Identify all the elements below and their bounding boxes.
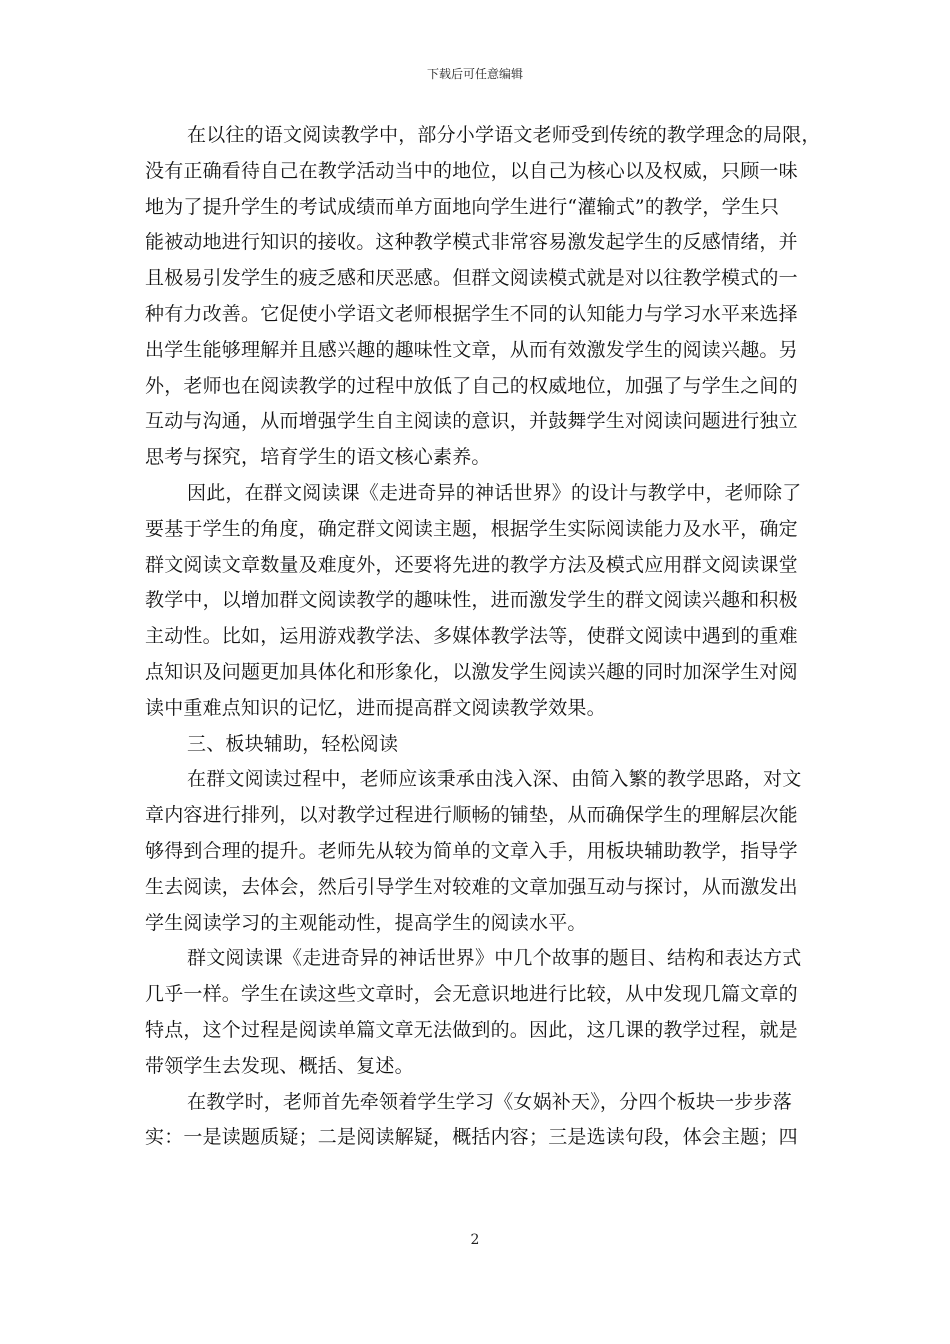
text-line: 在群文阅读过程中，老师应该秉承由浅入深、由简入繁的教学思路，对文 <box>187 768 802 791</box>
text-line: 读中重难点知识的记忆，进而提高群文阅读教学效果。 <box>145 696 606 719</box>
text-line: 且极易引发学生的疲乏感和厌恶感。但群文阅读模式就是对以往教学模式的一 <box>145 267 798 290</box>
text-line: 没有正确看待自己在教学活动当中的地位，以自己为核心以及权威，只顾一味 <box>145 159 798 182</box>
text-line: 点知识及问题更加具体化和形象化，以激发学生阅读兴趣的同时加深学生对阅 <box>145 660 798 683</box>
paragraph <box>145 1085 807 1157</box>
text-line: 群文阅读文章数量及难度外，还要将先进的教学方法及模式应用群文阅读课堂 <box>145 553 798 576</box>
heading-text: 三、板块辅助，轻松阅读 <box>187 732 399 755</box>
page-number: 2 <box>470 1232 480 1248</box>
text-line: 学生阅读学习的主观能动性，提高学生的阅读水平。 <box>145 911 587 934</box>
text-line: 互动与沟通，从而增强学生自主阅读的意识，并鼓舞学生对阅读问题进行独立 <box>145 410 798 433</box>
text-line: 要基于学生的角度，确定群文阅读主题，根据学生实际阅读能力及水平，确定 <box>145 517 798 540</box>
text-line: 生去阅读，去体会，然后引导学生对较难的文章加强互动与探讨，从而激发出 <box>145 875 798 898</box>
text-line: 几乎一样。学生在读这些文章时，会无意识地进行比较，从中发现几篇文章的 <box>145 983 798 1006</box>
text-line: 出学生能够理解并且感兴趣的趣味性文章，从而有效激发学生的阅读兴趣。另 <box>145 338 798 361</box>
text-line: 外，老师也在阅读教学的过程中放低了自己的权威地位，加强了与学生之间的 <box>145 374 798 397</box>
text-line: 教学中，以增加群文阅读教学的趣味性，进而激发学生的群文阅读兴趣和积极 <box>145 589 798 612</box>
text-line: 够得到合理的提升。老师先从较为简单的文章入手，用板块辅助教学，指导学 <box>145 839 798 862</box>
text-line: 在教学时，老师首先牵领着学生学习《女娲补天》，分四个板块一步步落 <box>187 1090 792 1113</box>
text-line: 因此，在群文阅读课《走进奇异的神话世界》的设计与教学中，老师除了 <box>187 481 802 504</box>
text-line: 种有力改善。它促使小学语文老师根据学生不同的认知能力与学习水平来选择 <box>145 302 798 325</box>
text-line: 群文阅读课《走进奇异的神话世界》中几个故事的题目、结构和表达方式 <box>187 947 802 970</box>
text-line: 带领学生去发现、概括、复述。 <box>145 1054 414 1077</box>
text-line: 主动性。比如，运用游戏教学法、多媒体教学法等，使群文阅读中遇到的重难 <box>145 625 798 648</box>
paragraph <box>145 476 807 727</box>
document-body <box>145 118 821 1156</box>
text-line: 在以往的语文阅读教学中，部分小学语文老师受到传统的教学理念的局限， <box>187 124 821 146</box>
text-line: 章内容进行排列，以对教学过程进行顺畅的铺垫，从而确保学生的理解层次能 <box>145 804 798 827</box>
paragraph <box>145 941 807 1084</box>
page-header: 下载后可任意编辑 <box>426 67 523 81</box>
text-line: 思考与探究，培育学生的语文核心素养。 <box>145 446 491 469</box>
text-line: 特点，这个过程是阅读单篇文章无法做到的。因此，这几课的教学过程，就是 <box>145 1018 798 1041</box>
section-heading <box>145 727 807 763</box>
paragraph <box>145 118 821 476</box>
text-line: 能被动地进行知识的接收。这种教学模式非常容易激发起学生的反感情绪，并 <box>145 231 798 254</box>
text-line: 实：一是读题质疑；二是阅读解疑，概括内容；三是选读句段，体会主题；四 <box>145 1126 798 1149</box>
text-line: 地为了提升学生的考试成绩而单方面地向学生进行“灌输式”的教学，学生只 <box>145 195 780 218</box>
paragraph <box>145 762 807 941</box>
